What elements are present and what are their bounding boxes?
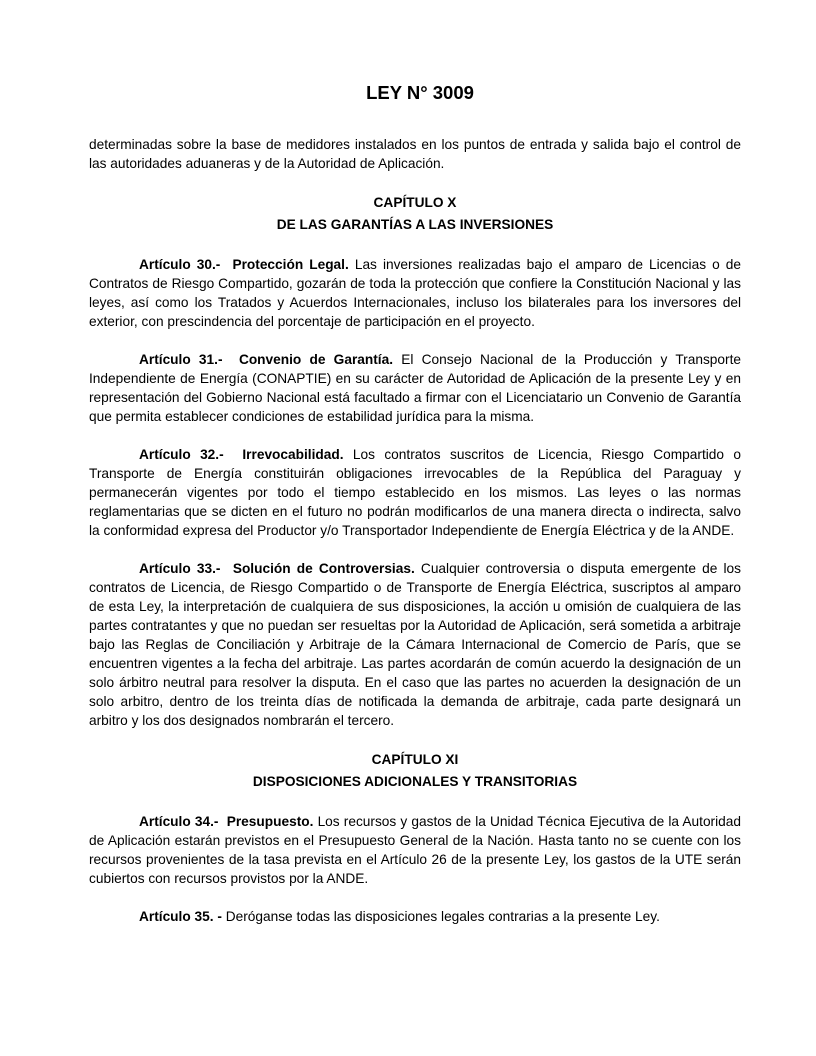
article-34 (89, 812, 741, 888)
article-30 (89, 255, 741, 331)
document-title: LEY N° 3009 (366, 82, 474, 103)
chapter-x-number: CAPÍTULO X (373, 195, 457, 210)
article-33-heading: Solución de Controversias. (232, 561, 415, 576)
article-33-text: Cualquier controversia o disputa emergente de los contratos de Licencia, de Riesgo Compartido o de Transporte de Energía Eléctrica, suscriptos al amparo de esta Ley, la interpretación de cualquiera de sus disposiciones, la acción u omisión de cualquiera de las partes contratantes y que no puedan ser resueltas por la Autoridad de Aplicación, será sometida a arbitraje bajo las Reglas de Conciliación y Arbitraje de la Cámara Internacional de Comercio de París, que se encuentren vigentes a la fecha del arbitraje. Las partes acordarán de común acuerdo la designación de un solo árbitro neutral para resolver la disputa. En el caso que las partes no acuerden la designación de un solo arbitro, dentro de los treinta días de notificada la demanda de arbitraje, cada parte designará un arbitro y los dos designados nombrarán el tercero. (89, 561, 741, 728)
intro-paragraph: determinadas sobre la base de medidores instalados en los puntos de entrada y salida bajo el control de las autoridades aduaneras y de la Autoridad de Aplicación. (89, 137, 741, 171)
article-31-number: Artículo 31.- (139, 352, 223, 367)
article-30-text: Las inversiones realizadas bajo el amparo de Licencias o de Contratos de Riesgo Compartido, gozarán de toda la protección que confiere la Constitución Nacional y las leyes, así como los Tratados y Acuerdos Internacionales, incluso los bilaterales para los inversores del exterior, con prescindencia del porcentaje de participación en el proyecto. (89, 257, 741, 329)
article-32 (89, 445, 741, 540)
article-32-text: Los contratos suscritos de Licencia, Riesgo Compartido o Transporte de Energía constituirán obligaciones irrevocables de la República del Paraguay y permanecerán vigentes por todo el tiempo establecido en los mismos. Las leyes o las normas reglamentarias que se dicten en el futuro no podrán modificarlos de una manera directa o indirecta, salvo la conformidad expresa del Productor y/o Transportador Independiente de Energía Eléctrica y de la ANDE. (89, 447, 741, 538)
article-33-number: Artículo 33.- (139, 561, 221, 576)
chapter-x-heading (89, 192, 741, 236)
article-32-number: Artículo 32.- (139, 447, 224, 462)
chapter-x-name: DE LAS GARANTÍAS A LAS INVERSIONES (276, 217, 554, 232)
article-31-text: El Consejo Nacional de la Producción y Transporte Independiente de Energía (CONAPTIE) en su carácter de Autoridad de Aplicación de la presente Ley y en representación del Gobierno Nacional está facultado a firmar con el Licenciatario un Convenio de Garantía que permita establecer condiciones de estabilidad jurídica para la misma. (89, 352, 741, 424)
article-30-heading: Protección Legal. (232, 257, 349, 272)
article-34-text: Los recursos y gastos de la Unidad Técnica Ejecutiva de la Autoridad de Aplicación estarán previstos en el Presupuesto General de la Nación. Hasta tanto no se cuente con los recursos provenientes de la tasa prevista en el Artículo 26 de la presente Ley, los gastos de la UTE serán cubiertos con recursos provistos por la ANDE. (89, 814, 741, 886)
chapter-xi-number: CAPÍTULO XI (371, 752, 459, 767)
article-35-text: Deróganse todas las disposiciones legales contrarias a la presente Ley. (221, 909, 660, 924)
article-30-number: Artículo 30.- (139, 257, 221, 272)
article-33 (89, 559, 741, 730)
article-31 (89, 350, 741, 426)
chapter-xi-name: DISPOSICIONES ADICIONALES Y TRANSITORIAS (252, 774, 578, 789)
article-31-heading: Convenio de Garantía. (238, 352, 394, 367)
article-32-heading: Irrevocabilidad. (242, 447, 344, 462)
article-35 (89, 907, 741, 926)
article-34-heading: Presupuesto. (226, 814, 314, 829)
article-35-number: Artículo 35. - (139, 909, 222, 924)
article-34-number: Artículo 34.- (139, 814, 219, 829)
chapter-xi-heading (89, 749, 741, 793)
